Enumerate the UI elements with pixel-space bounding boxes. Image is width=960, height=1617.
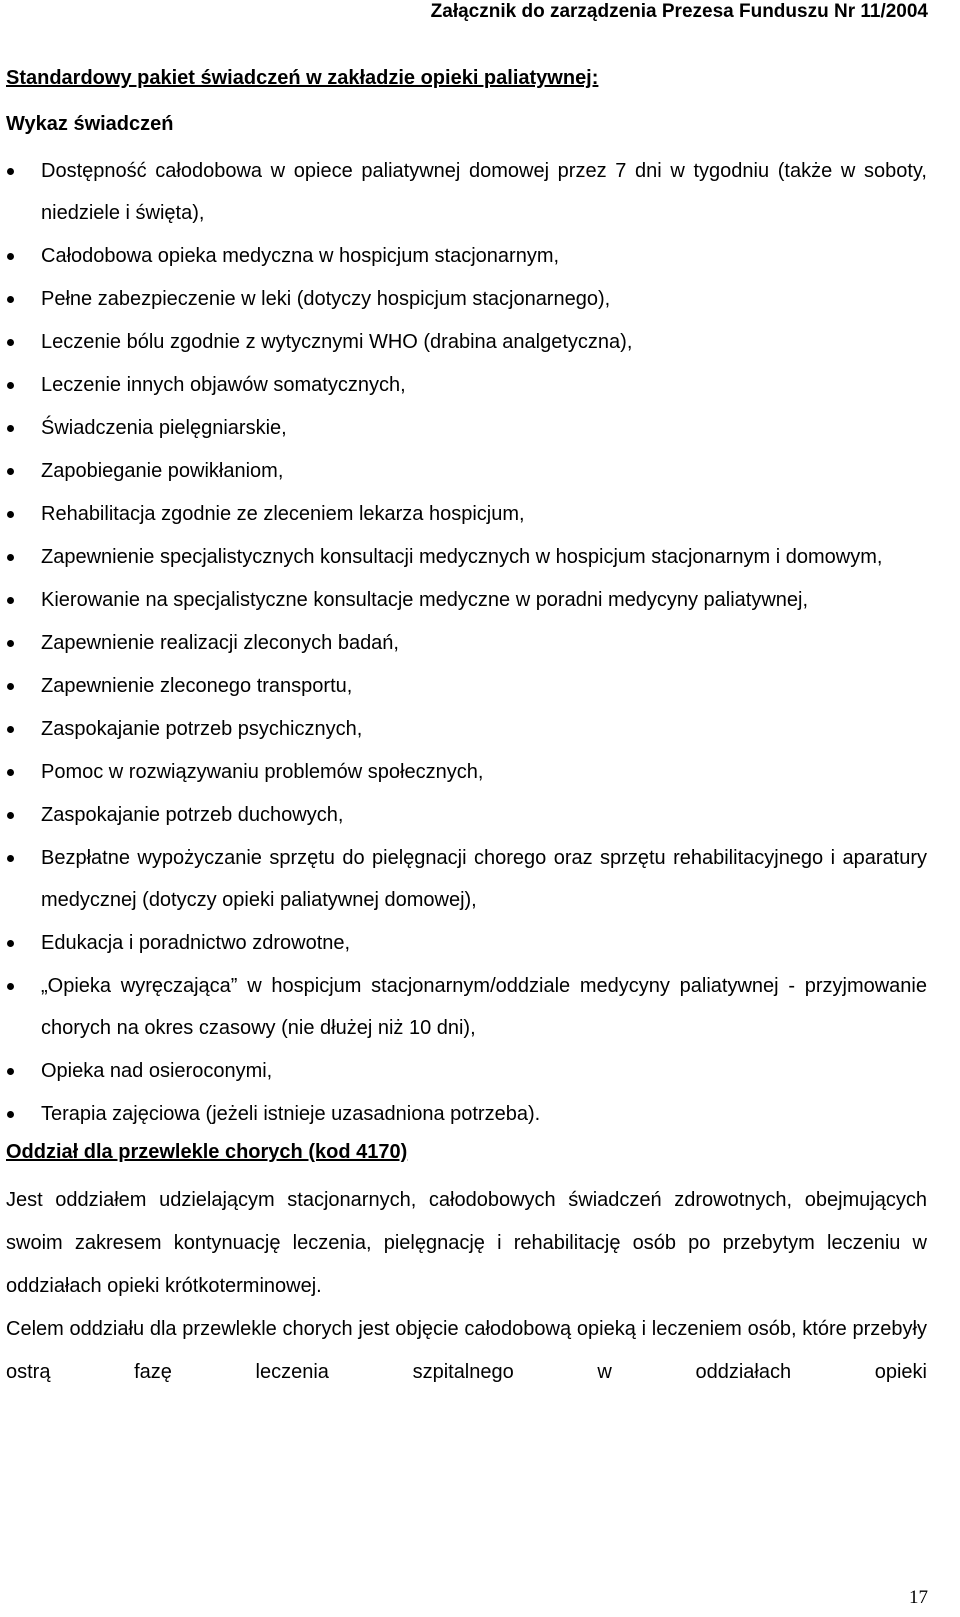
bullet-icon (7, 940, 14, 947)
list-item: Zaspokajanie potrzeb psychicznych, (6, 708, 927, 750)
list-item: Zapewnienie realizacji zleconych badań, (6, 622, 927, 664)
list-item: Zaspokajanie potrzeb duchowych, (6, 794, 927, 836)
bullet-icon (7, 1068, 14, 1075)
bullet-icon (7, 511, 14, 518)
list-item: Całodobowa opieka medyczna w hospicjum stacjonarnym, (6, 235, 927, 277)
bullet-icon (7, 1111, 14, 1118)
list-item: Leczenie innych objawów somatycznych, (6, 364, 927, 406)
bullet-icon (7, 253, 14, 260)
bullet-icon (7, 296, 14, 303)
list-item: Pełne zabezpieczenie w leki (dotyczy hospicjum stacjonarnego), (6, 278, 927, 320)
bullet-icon (7, 855, 14, 862)
list-item: Terapia zajęciowa (jeżeli istnieje uzasadniona potrzeba). (6, 1093, 927, 1135)
section-paragraph: Celem oddziału dla przewlekle chorych jest objęcie całodobową opieką i leczeniem osób, które przebyły ostrą fazę leczenia szpitalnego w oddziałach opieki (6, 1318, 927, 1383)
bullet-icon (7, 425, 14, 432)
section-heading: Oddział dla przewlekle chorych (kod 4170) (6, 1141, 408, 1163)
list-item: Leczenie bólu zgodnie z wytycznymi WHO (drabina analgetyczna), (6, 321, 927, 363)
list-item: Kierowanie na specjalistyczne konsultacje medyczne w poradni medycyny paliatywnej, (6, 579, 927, 621)
document-title: Standardowy pakiet świadczeń w zakładzie opieki paliatywnej: (6, 67, 599, 89)
bullet-icon (7, 168, 14, 175)
bullet-icon (7, 554, 14, 561)
list-item: Świadczenia pielęgniarskie, (6, 407, 927, 449)
bullet-icon (7, 812, 14, 819)
list-item: Dostępność całodobowa w opiece paliatywnej domowej przez 7 dni w tygodniu (także w soboty, niedziele i święta), (6, 150, 927, 234)
list-item: Opieka nad osieroconymi, (6, 1050, 927, 1092)
bullet-icon (7, 983, 14, 990)
list-item: Zapewnienie specjalistycznych konsultacji medycznych w hospicjum stacjonarnym i domowym, (6, 536, 927, 578)
list-item: Bezpłatne wypożyczanie sprzętu do pielęgnacji chorego oraz sprzętu rehabilitacyjnego i aparatury medycznej (dotyczy opieki paliatywnej domowej), (6, 837, 927, 921)
list-item: Zapobieganie powikłaniom, (6, 450, 927, 492)
bullet-icon (7, 468, 14, 475)
list-item: Pomoc w rozwiązywaniu problemów społecznych, (6, 751, 927, 793)
page-number: 17 (909, 1587, 928, 1608)
bullet-icon (7, 640, 14, 647)
list-item: „Opieka wyręczająca” w hospicjum stacjonarnym/oddziale medycyny paliatywnej - przyjmowanie chorych na okres czasowy (nie dłużej niż 10 dni), (6, 965, 927, 1049)
bullet-icon (7, 597, 14, 604)
list-item: Rehabilitacja zgodnie ze zleceniem lekarza hospicjum, (6, 493, 927, 535)
document-header: Załącznik do zarządzenia Prezesa Funduszu Nr 11/2004 (430, 1, 928, 22)
bullet-icon (7, 382, 14, 389)
document-body (6, 66, 927, 1394)
list-item: Zapewnienie zleconego transportu, (6, 665, 927, 707)
list-item: Edukacja i poradnictwo zdrowotne, (6, 922, 927, 964)
services-list (6, 150, 927, 1135)
section-paragraph: Jest oddziałem udzielającym stacjonarnych, całodobowych świadczeń zdrowotnych, obejmujących swoim zakresem kontynuację leczenia, pielęgnację i rehabilitację osób po przebytym leczeniu w oddziałach opieki krótkoterminowej. (6, 1189, 927, 1297)
services-list-heading: Wykaz świadczeń (6, 113, 174, 135)
bullet-icon (7, 339, 14, 346)
bullet-icon (7, 683, 14, 690)
bullet-icon (7, 726, 14, 733)
bullet-icon (7, 769, 14, 776)
